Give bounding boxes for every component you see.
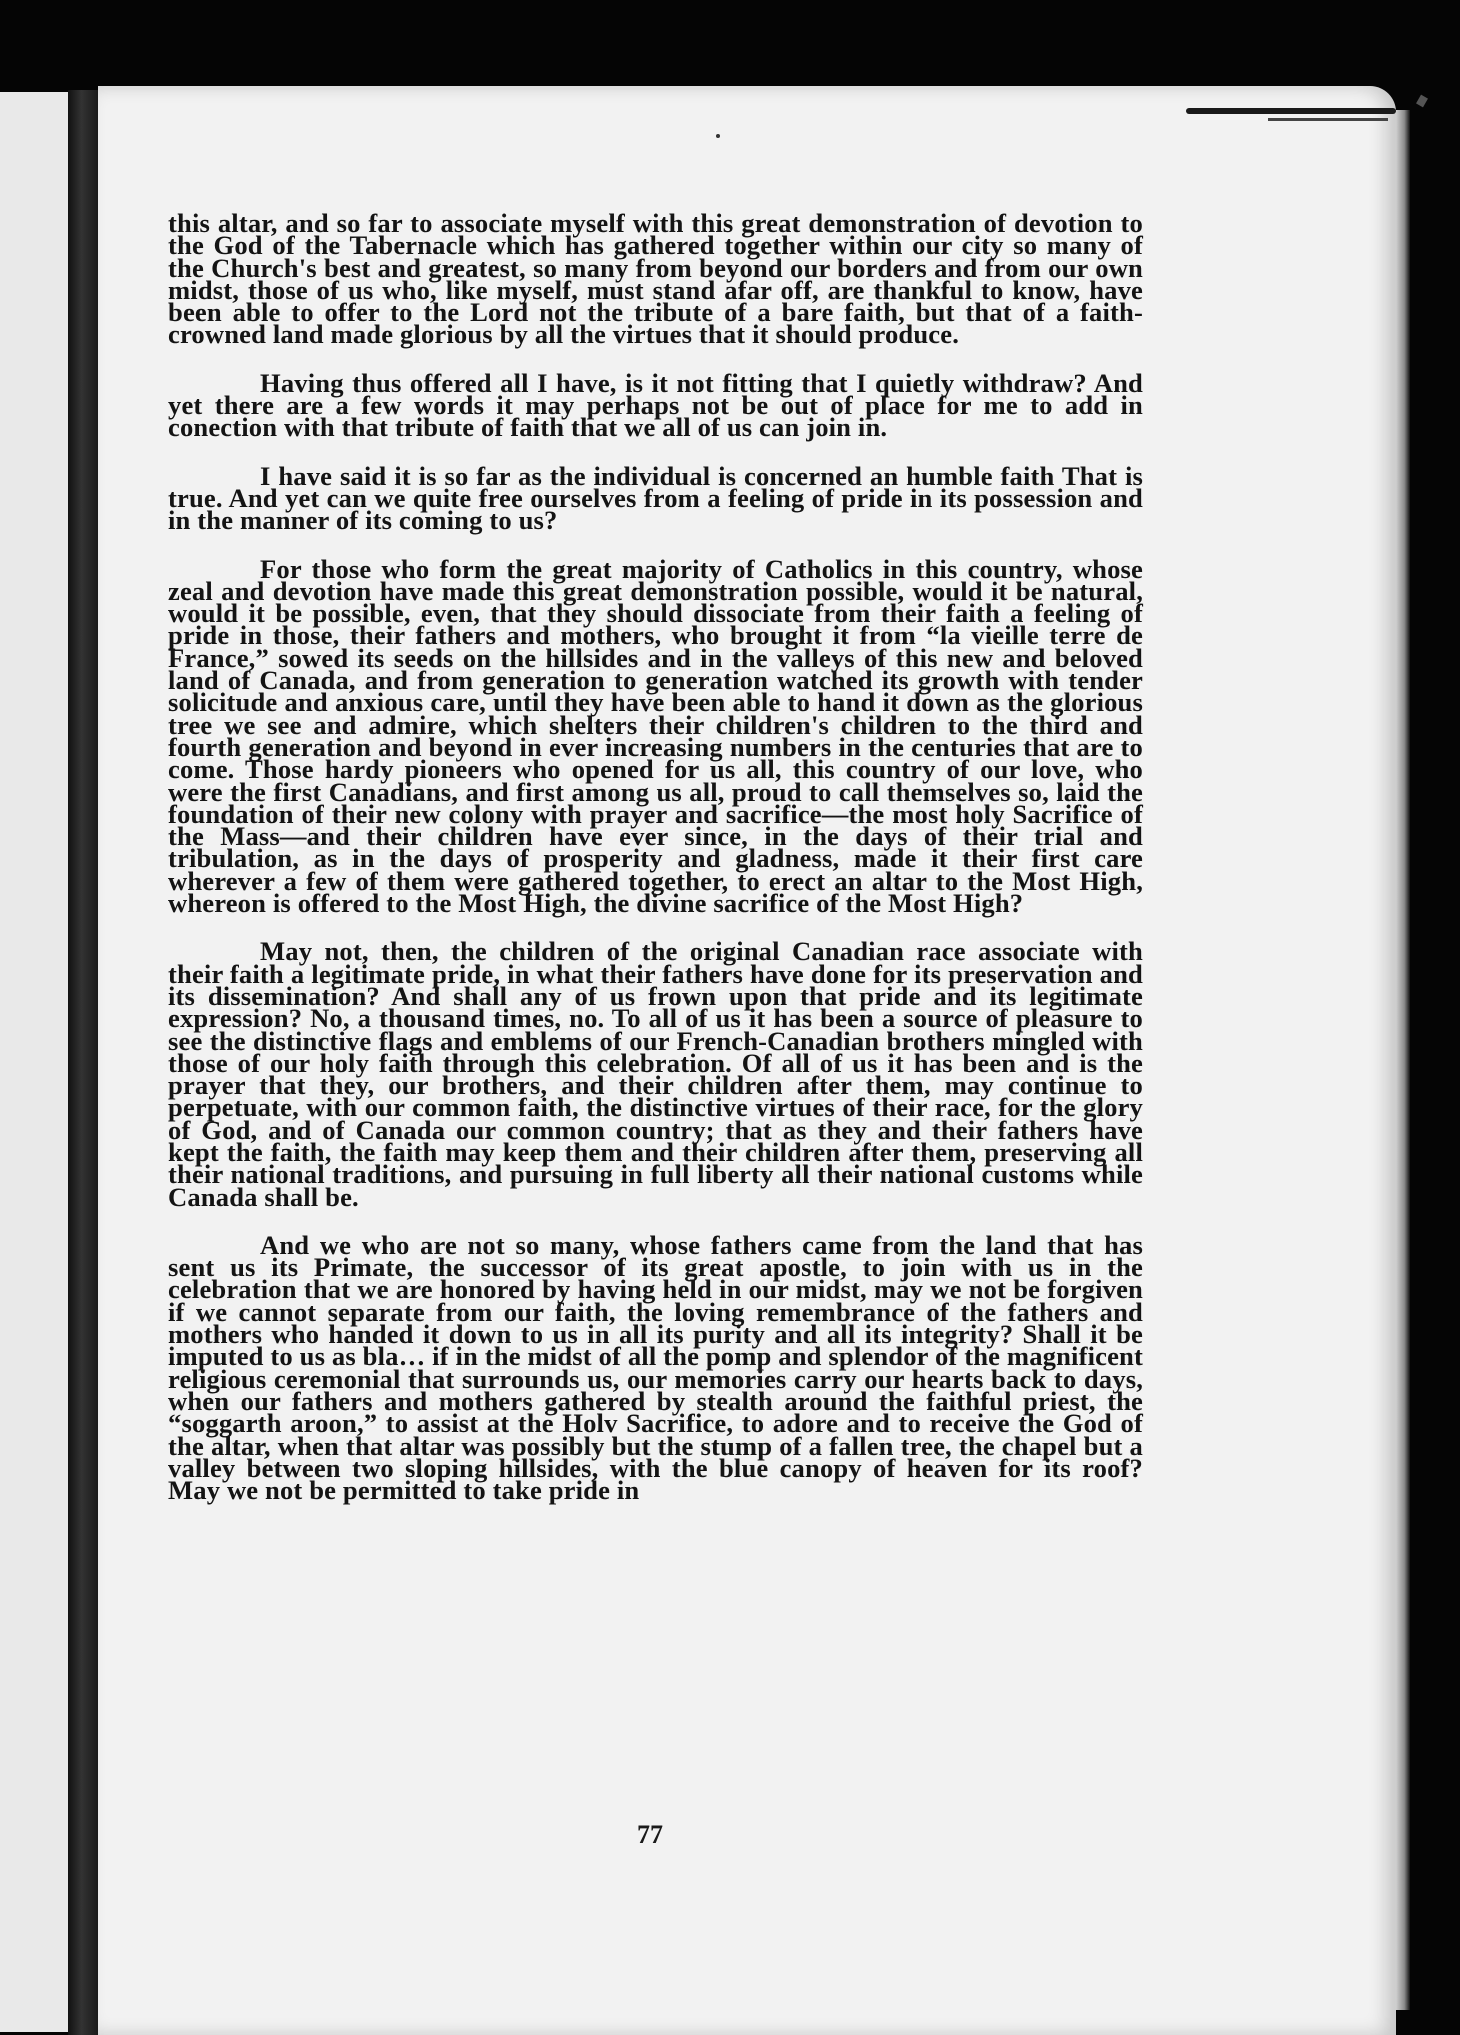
facing-page-edge [0,92,71,2032]
page-top-edge-mark [1186,108,1396,114]
paragraph: this altar, and so far to associate myself with this great demonstration of devotion to the God of the Tabernacle which has gathered together within our city so many of the Church's best and greatest, so many from beyond our borders and from our own midst, those of us who, like myself, must stand afar off, are thankful to know, have been able to offer to the Lord not the tribute of a bare faith, but that of a faith-crowned land made glorious by all the virtues that it should produce. [168,208,1143,350]
page-number: 77 [637,1820,663,1849]
scan-speck [1416,95,1428,108]
paragraph: And we who are not so many, whose fathers came from the land that has sent us its Primate, the successor of its great apostle, to join with us in the celebration that we are honored by having held in our midst, may we not be forgiven if we cannot separate from our faith, the loving remembrance of the fathers and mothers who handed it down to us in all its purity and all its integrity? Shall it be imputed to us as bla… if in the midst of all the pomp and splendor of the magnificent religious ceremonial that surrounds us, our memories carry our hearts back to days, when our fathers and mothers gathered by stealth around the faithful priest, the “soggarth aroon,” to assist at the Holv Sacrifice, to adore and to receive the God of the altar, when that altar was possibly but the stump of a fallen tree, the chapel but a valley between two sloping hillsides, with the blue canopy of heaven for its roof? May we not be permitted to take pride in [168,1229,1143,1506]
paragraph: Having thus offered all I have, is it not fitting that I quietly withdraw? And yet there are a few words it may perhaps not be out of place for me to add in conection with that tribute of faith that we all of us can join in. [168,367,1143,443]
book-gutter [68,90,98,2035]
page-top-edge-shadow [1268,118,1388,121]
paragraph: May not, then, the children of the original Canadian race associate with their faith a legitimate pride, in what their fathers have done for its preservation and its dissemination? And shall any of us frown upon that pride and its legitimate expression? No, a thousand times, no. To all of us it has been a source of pleasure to see the distinctive flags and emblems of our French-Canadian brothers mingled with those of our holy faith through this celebration. Of all of us it has been and is the prayer that they, our brothers, and their children after them, may continue to perpetuate, with our common faith, the distinctive virtues of their race, for the glory of God, and of Canada our common country; that as they and their fathers have kept the faith, the faith may keep them and their children after them, preserving all their national traditions, and pursuing in full liberty all their national customs while Canada shall be. [168,936,1143,1212]
scan-speck [716,134,720,138]
page-stack-edge [1396,110,1410,2010]
paragraph: For those who form the great majority of Catholics in this country, whose zeal and devotion have made this great demonstration possible, would it be natural, would it be possible, even, that they should dissociate from their faith a feeling of pride in those, their fathers and mothers, who brought it from “la vieille terre de France,” sowed its seeds on the hillsides and in the valleys of this new and beloved land of Canada, and from generation to generation watched its growth with tender solicitude and anxious care, until they have been able to hand it down as the glorious tree we see and admire, which shelters their children's children to the third and fourth generation and beyond in ever increasing numbers in the centuries that are to come. Those hardy pioneers who opened for us all, this country of our love, who were the first Canadians, and first among us all, proud to call themselves so, laid the foundation of their new colony with prayer and sacrifice—the most holy Sacrifice of the Mass—and their children have ever since, in the days of their trial and tribulation, as in the days of prosperity and gladness, made it their first care wherever a few of them were gathered together, to erect an altar to the Most High, whereon is offered to the Most High, the divine sacrifice of the Most High? [168,553,1143,919]
body-text [168,208,1143,1527]
paragraph: I have said it is so far as the individual is concerned an humble faith That is true. And yet can we quite free ourselves from a feeling of pride in its possession and in the manner of its coming to us? [168,460,1143,536]
